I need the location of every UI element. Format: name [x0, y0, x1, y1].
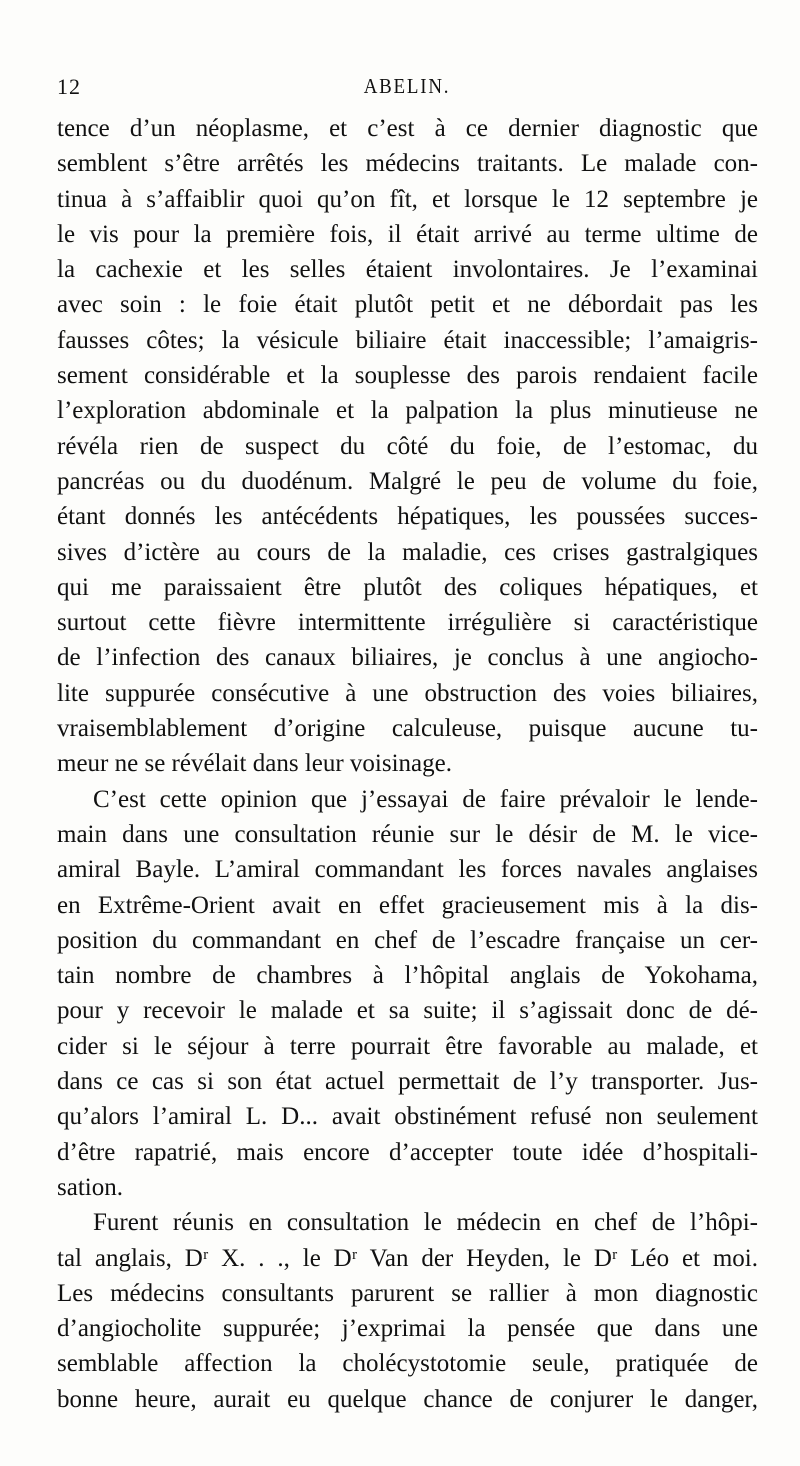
text-line: amiral Bayle. L’amiral commandant les forces navales anglaises [57, 856, 758, 884]
text-line: dans ce cas si son état actuel permettait de l’y transporter. Jus- [57, 1068, 758, 1096]
text-line: révéla rien de suspect du côté du foie, de l’estomac, du [57, 432, 758, 460]
text-line: tain nombre de chambres à l’hôpital anglais de Yokohama, [57, 962, 758, 990]
text-line: pancréas ou du duodénum. Malgré le peu de volume du foie, [57, 467, 758, 495]
text-line: le vis pour la première fois, il était arrivé au terme ultime de [57, 220, 758, 248]
text-line: tence d’un néoplasme, et c’est à ce dernier diagnostic que [57, 115, 758, 142]
body-text [57, 111, 758, 1417]
text-line: lite suppurée consécutive à une obstruction des voies biliaires, [57, 679, 758, 707]
text-line: meur ne se révélait dans leur voisinage. [57, 750, 452, 778]
text-line: position du commandant en chef de l’escadre française un cer- [57, 926, 758, 954]
text-line: fausses côtes; la vésicule biliaire était inaccessible; l’amaigris- [57, 326, 758, 354]
text-line: sives d’ictère au cours de la maladie, ces crises gastralgiques [57, 538, 758, 566]
page-number: 12 [57, 74, 81, 99]
text-line: main dans une consultation réunie sur le désir de M. le vice- [57, 820, 758, 848]
text-line: semblent s’être arrêtés les médecins traitants. Le malade con- [57, 150, 758, 178]
text-line: pour y recevoir le malade et sa suite; il s’agissait donc de dé- [57, 997, 758, 1025]
text-line: C’est cette opinion que j’essayai de faire prévaloir le lende- [93, 785, 758, 813]
running-title: ABELIN. [363, 74, 451, 98]
text-line: qu’alors l’amiral L. D... avait obstinément refusé non seulement [57, 1103, 758, 1131]
text-line: en Extrême-Orient avait en effet gracieusement mis à la dis- [57, 891, 758, 919]
text-line: surtout cette fièvre intermittente irrégulière si caractéristique [57, 609, 758, 637]
running-header [57, 74, 757, 104]
text-line: tinua à s’affaiblir quoi qu’on fît, et lorsque le 12 septembre je [57, 185, 758, 213]
text-line: avec soin : le foie était plutôt petit et ne débordait pas les [57, 291, 758, 319]
text-line: d’angiocholite suppurée; j’exprimai la pensée que dans une [57, 1315, 758, 1343]
text-line: de l’infection des canaux biliaires, je conclus à une angiocho- [57, 644, 758, 672]
text-line: vraisemblablement d’origine calculeuse, puisque aucune tu- [57, 715, 758, 743]
text-line: étant donnés les antécédents hépatiques, les poussées succes- [57, 503, 758, 531]
text-line: sation. [57, 1173, 123, 1201]
text-line: Furent réunis en consultation le médecin en chef de l’hôpi- [93, 1209, 758, 1237]
text-line: l’exploration abdominale et la palpation la plus minutieuse ne [57, 397, 758, 425]
text-line: cider si le séjour à terre pourrait être favorable au malade, et [57, 1032, 758, 1060]
text-line: d’être rapatrié, mais encore d’accepter toute idée d’hospitali- [57, 1138, 758, 1166]
text-line: bonne heure, aurait eu quelque chance de conjurer le danger, [57, 1385, 758, 1413]
text-line: semblable affection la cholécystotomie seule, pratiquée de [57, 1350, 758, 1378]
text-line: qui me paraissaient être plutôt des coliques hépatiques, et [57, 573, 758, 601]
text-line: sement considérable et la souplesse des parois rendaient facile [57, 362, 758, 390]
text-line: tal anglais, Dʳ X. . ., le Dʳ Van der Heyden, le Dʳ Léo et moi. [57, 1244, 758, 1272]
text-line: la cachexie et les selles étaient involontaires. Je l’examinai [57, 256, 758, 284]
text-line: Les médecins consultants parurent se rallier à mon diagnostic [57, 1279, 758, 1307]
